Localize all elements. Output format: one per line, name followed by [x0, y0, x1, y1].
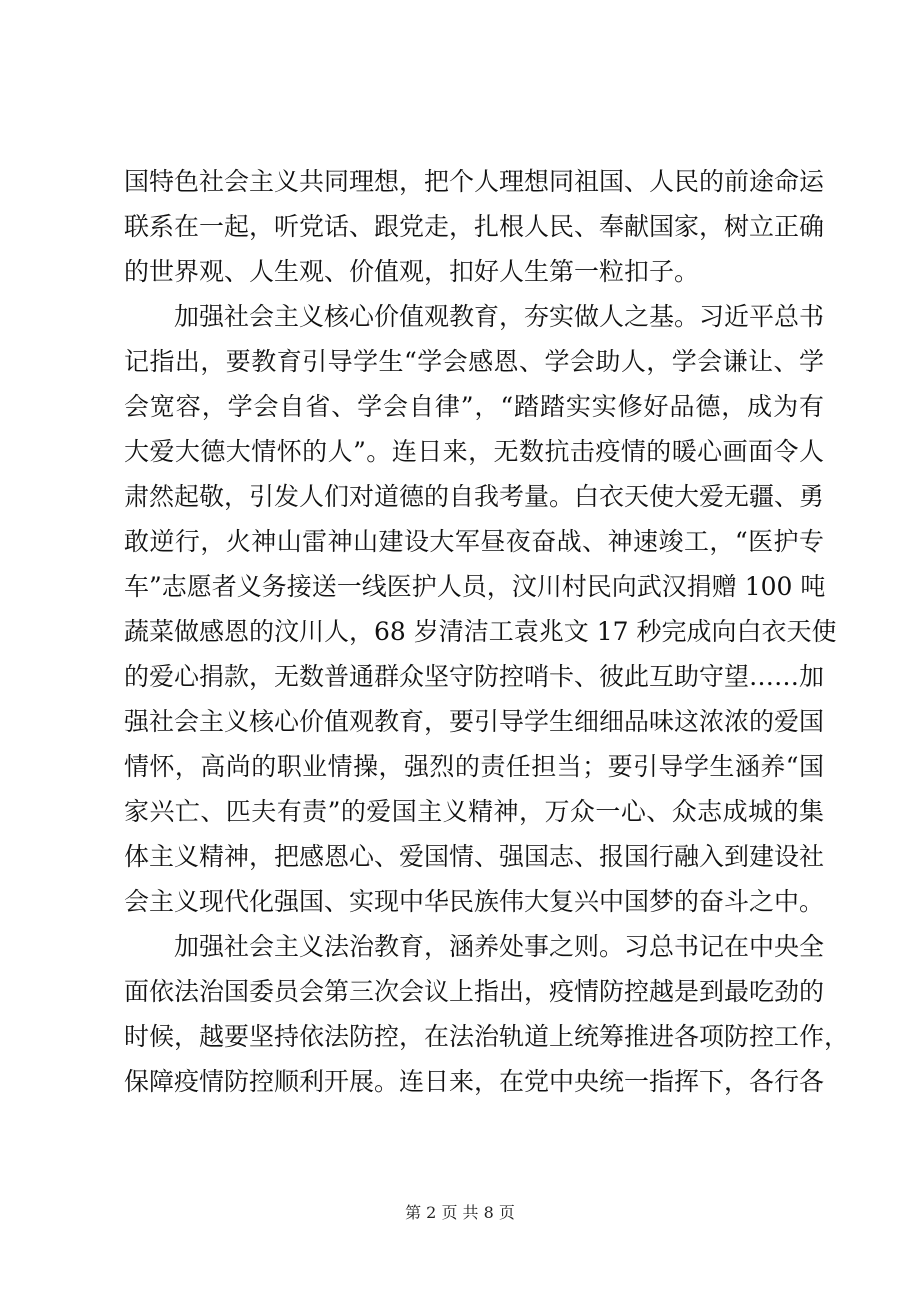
- text-line: 情怀，高尚的职业情操，强烈的责任担当；要引导学生涵养“国: [124, 752, 824, 781]
- text-line: 敢逆行，火神山雷神山建设大军昼夜奋战、神速竣工，“医护专: [124, 527, 824, 556]
- text-line: 面依法治国委员会第三次会议上指出，疫情防控越是到最吃劲的: [124, 977, 825, 1006]
- text-line: 车”志愿者义务接送一线医护人员，汶川村民向武汉捐赠 100 吨: [124, 572, 826, 601]
- text-line: 体主义精神，把感恩心、爱国情、强国志、报国行融入到建设社: [124, 842, 825, 871]
- paragraph-first-line: 加强社会主义核心价值观教育，夯实做人之基。习近平总书: [174, 302, 825, 331]
- text-line: 强社会主义核心价值观教育，要引导学生细细品味这浓浓的爱国: [124, 707, 825, 736]
- text-line: 家兴亡、匹夫有责”的爱国主义精神，万众一心、众志成城的集: [124, 797, 824, 826]
- page-number-footer: 第 2 页 共 8 页: [405, 1203, 515, 1222]
- text-line: 的爱心捐款，无数普通群众坚守防控哨卡、彼此互助守望……加: [124, 662, 825, 691]
- paragraph-first-line: 加强社会主义法治教育，涵养处事之则。习总书记在中央全: [174, 932, 825, 961]
- text-line: 联系在一起，听党话、跟党走，扎根人民、奉献国家，树立正确: [124, 212, 825, 241]
- text-line: 蔬菜做感恩的汶川人，68 岁清洁工袁兆文 17 秒完成向白衣天使: [124, 617, 837, 646]
- text-line: 的世界观、人生观、价值观，扣好人生第一粒扣子。: [124, 257, 700, 286]
- text-line: 记指出，要教育引导学生“学会感恩、学会助人，学会谦让、学: [124, 347, 824, 376]
- text-line: 国特色社会主义共同理想，把个人理想同祖国、人民的前途命运: [124, 167, 825, 196]
- text-line: 保障疫情防控顺利开展。连日来，在党中央统一指挥下，各行各: [124, 1067, 825, 1096]
- text-line: 会主义现代化强国、实现中华民族伟大复兴中国梦的奋斗之中。: [124, 887, 825, 916]
- text-line: 肃然起敬，引发人们对道德的自我考量。白衣天使大爱无疆、勇: [124, 482, 825, 511]
- text-line: 大爱大德大情怀的人”。连日来，无数抗击疫情的暖心画面令人: [124, 437, 824, 466]
- text-line: 会宽容，学会自省、学会自律”，“踏踏实实修好品德，成为有: [124, 392, 824, 421]
- text-line: 时候，越要坚持依法防控，在法治轨道上统筹推进各项防控工作，: [124, 1022, 850, 1051]
